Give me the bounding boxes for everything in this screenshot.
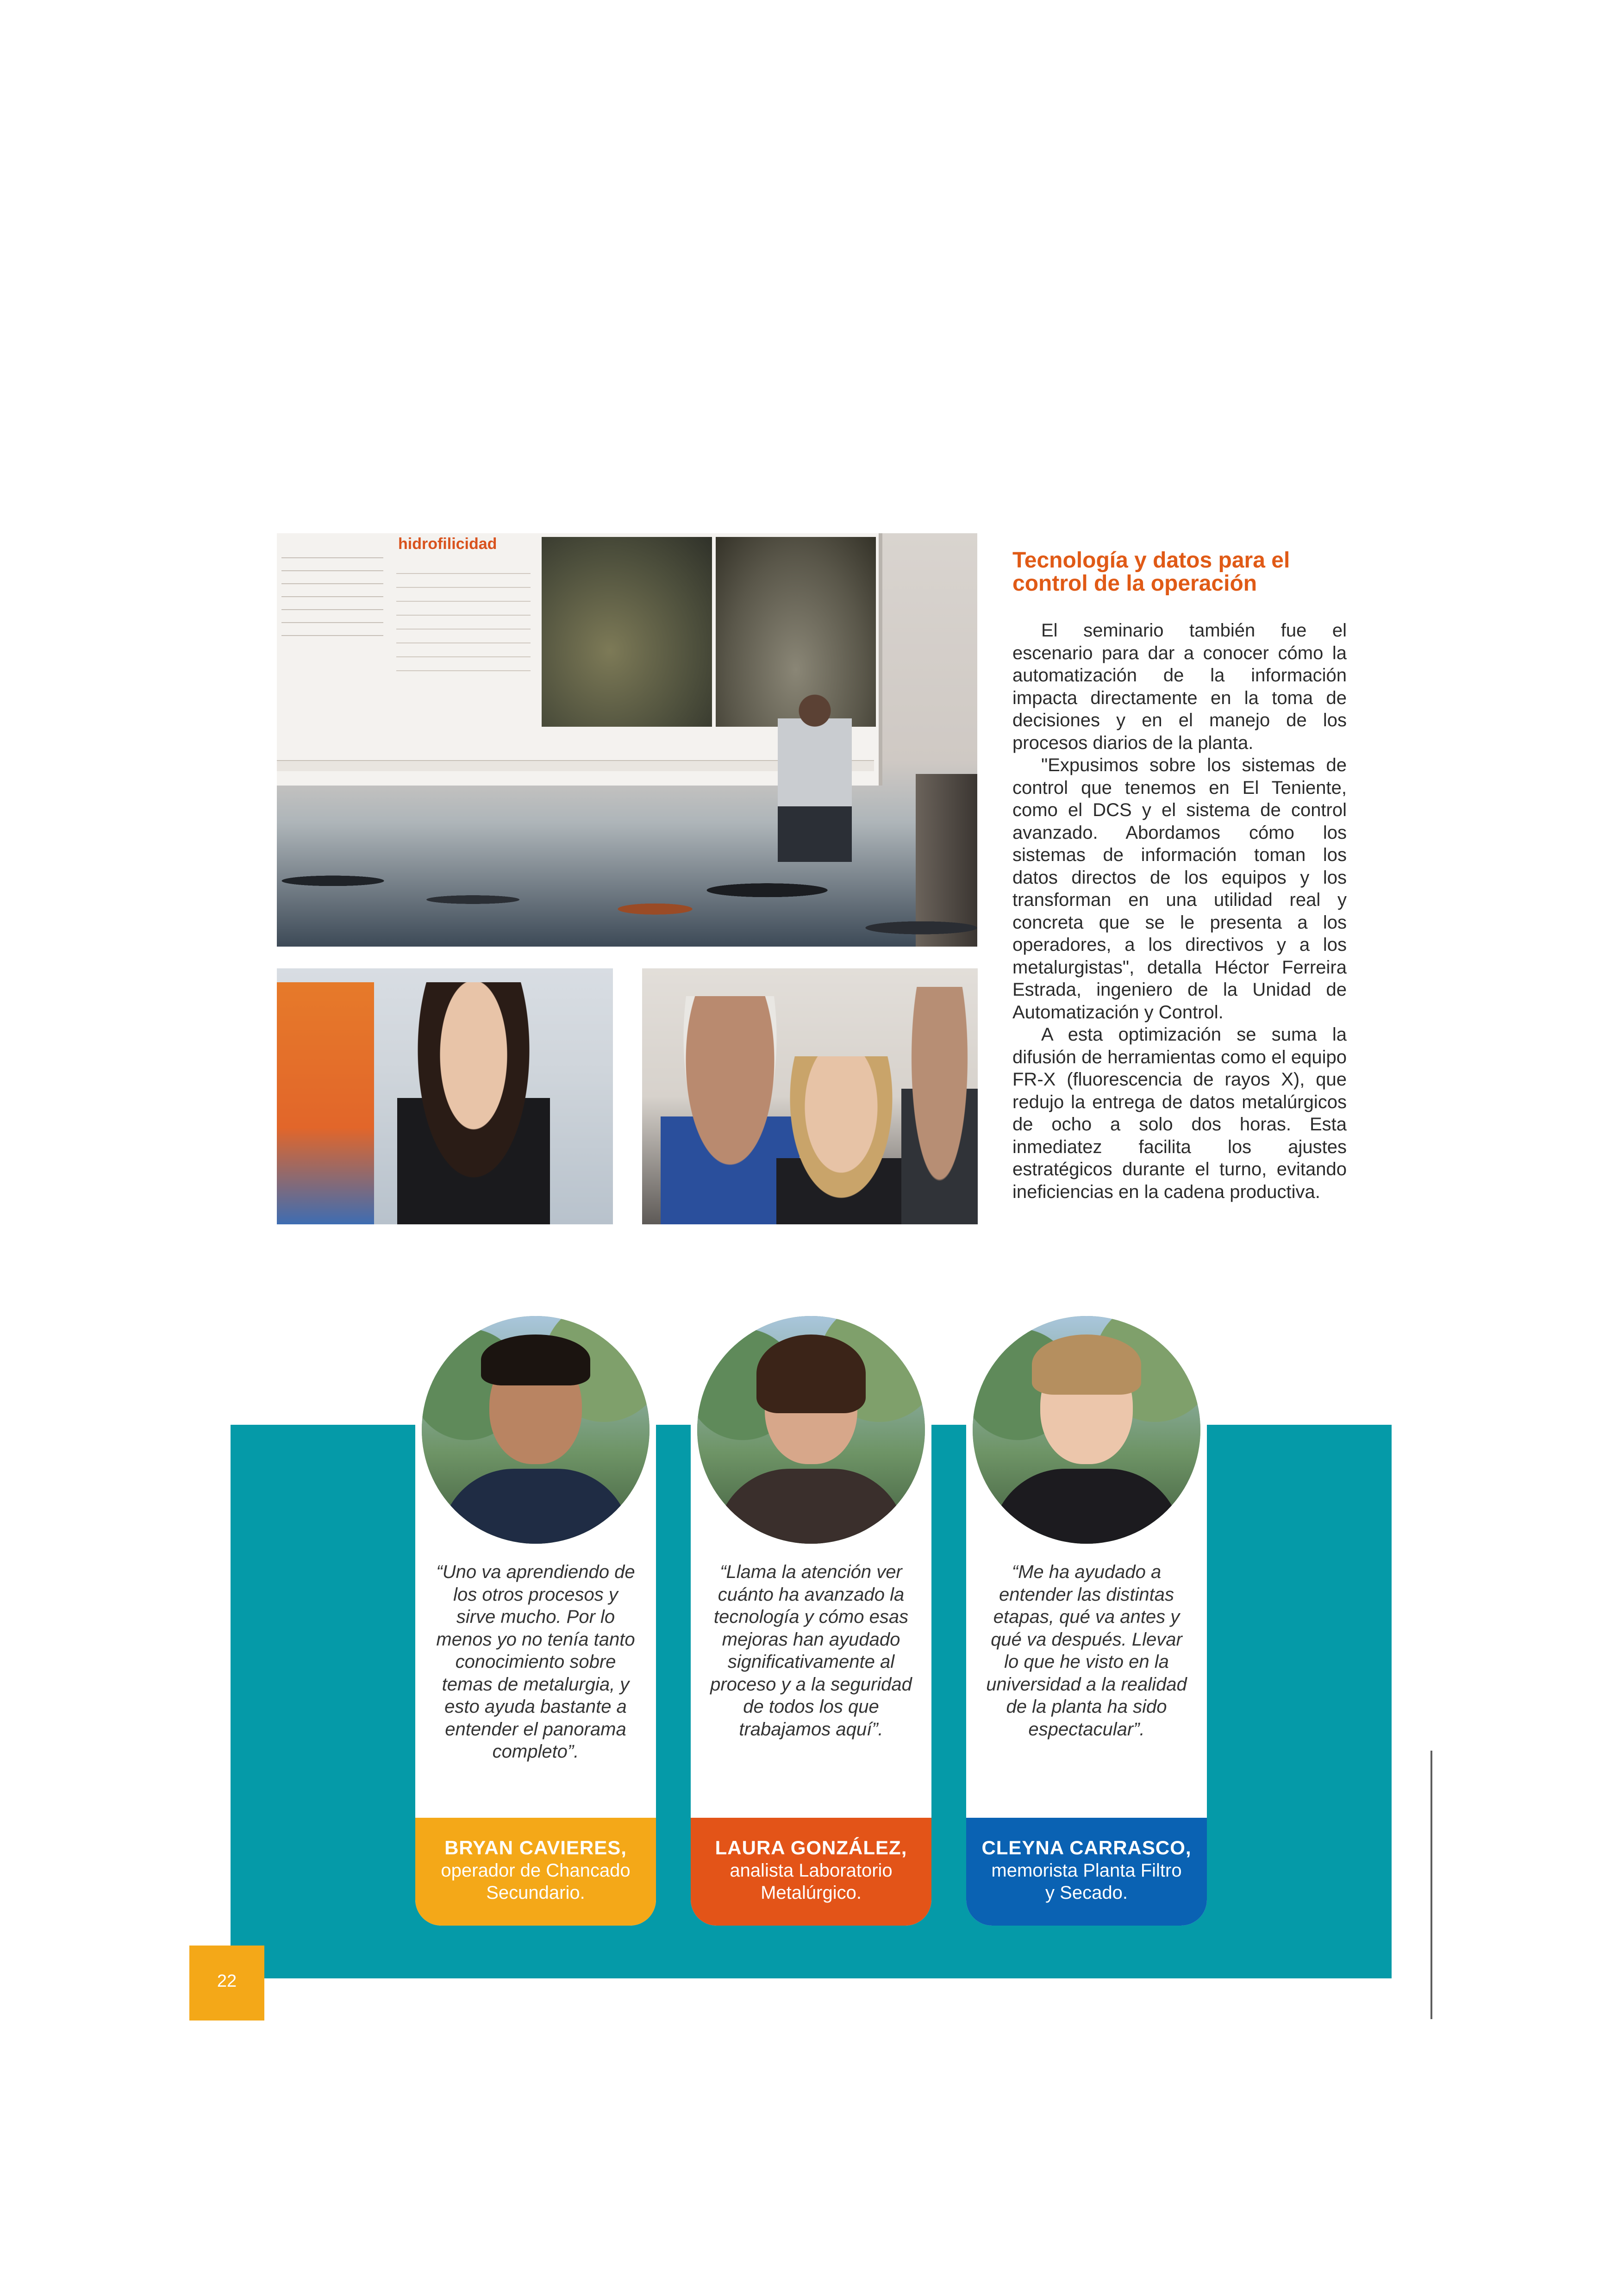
article-body [1012,619,1347,1203]
page-number: 22 [217,1971,237,1991]
seminar-presentation-photo [277,533,977,947]
woman-with-microphone [397,982,550,1224]
slide-title: hidrofilicidad [398,535,497,553]
testimonial-quote: “Llama la atención ver cuánto ha avanzado la tecnología y cómo esas mejoras han ayudado significativamente al proceso y a la seguridad de todos los que trabajamos aquí”. [710,1562,912,1740]
woman-in-audience [776,1056,906,1224]
safety-vest-figure [277,982,374,1224]
person-name: BRYAN CAVIERES, [444,1837,627,1858]
man-background [901,987,978,1224]
portrait-bryan-cavieres [422,1316,650,1544]
testimonial-quote: “Uno va aprendiendo de los otros procesos y sirve mucho. Por lo menos yo no tenía tanto conocimiento sobre temas de metalurgia, y esto ayuda bastante a entender el panorama completo”. [436,1562,635,1762]
testimonial-name-box [691,1818,931,1926]
article-title: Tecnología y datos para el control de la operación [1012,548,1290,596]
article-paragraph: El seminario también fue el escenario para dar a conocer cómo la automatización de la información impacta directamente en la toma de decisiones y en el manejo de los procesos diarios de la planta. [1012,620,1347,753]
person-role: operador de Chancado Secundario. [441,1860,631,1903]
testimonial-name-box [415,1818,656,1926]
person-name: LAURA GONZÁLEZ, [715,1837,907,1858]
article-paragraph: "Expusimos sobre los sistemas de control que tenemos en El Teniente, como el DCS y el sistema de control avanzado. Abordamos cómo los sistemas de información toman los datos directos de los equipos y los transforman en una utilidad real y concreta que se le presenta a los operadores, a los directivos y a los metalurgistas", detalla Héctor Ferreira Estrada, ingeniero de la Unidad de Automatización y Control. [1012,755,1347,1023]
woman-speaking-photo [277,968,613,1224]
person-role: analista Laboratorio Metalúrgico. [730,1860,893,1903]
person-name: CLEYNA CARRASCO, [981,1837,1192,1858]
slide-image-left [542,537,712,727]
audience-heads [277,853,977,947]
speaker-figure [778,686,852,862]
article-paragraph: A esta optimización se suma la difusión de herramientas como el equipo FR-X (fluorescencia de rayos X), que redujo la entrega de datos metalúrgicos de ocho a solo dos horas. Esta inmediatez facilita los ajustes estratégicos durante el turno, evitando ineficiencias en la cadena productiva. [1012,1024,1347,1202]
slide-bullet-list [396,560,531,680]
testimonial-quote: “Me ha ayudado a entender las distintas etapas, qué va antes y qué va después. Llevar lo que he visto en la universidad a la realidad de la planta ha sido espectacular”. [986,1562,1187,1740]
person-role: memorista Planta Filtro y Secado. [991,1860,1182,1903]
portrait-cleyna-carrasco [973,1316,1200,1544]
slide-text-left [281,545,383,638]
page-number-badge [189,1946,264,2021]
testimonial-name-box [966,1818,1207,1926]
portrait-laura-gonzalez [697,1316,925,1544]
audience-listening-photo [642,968,978,1224]
vertical-divider [1430,1751,1432,2019]
